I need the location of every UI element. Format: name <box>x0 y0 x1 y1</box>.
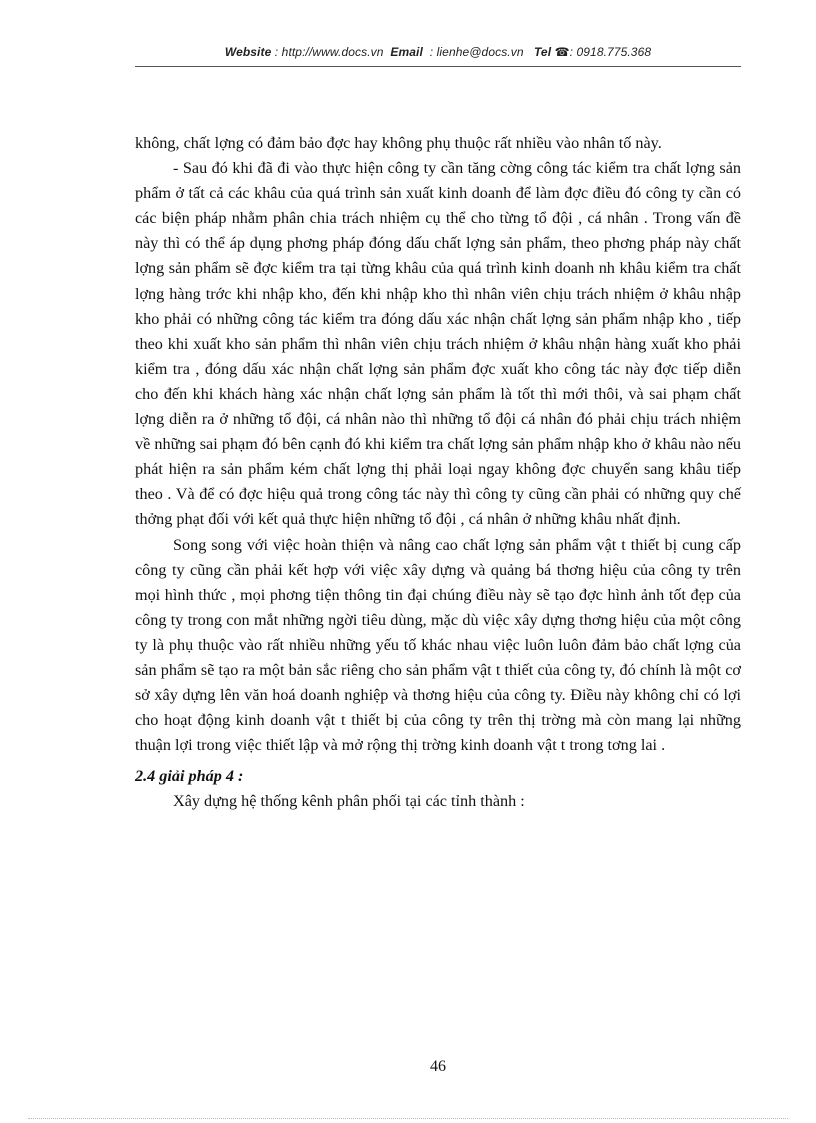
section-heading: 2.4 giải pháp 4 : <box>135 767 244 786</box>
paragraph-continuation: không, chất lợng có đảm bảo đợc hay không phụ thuộc rất nhiều vào nhân tố này. <box>135 134 662 152</box>
header-rule <box>135 66 741 67</box>
website-value: : http://www.docs.vn <box>274 45 384 59</box>
phone-icon: ☎ <box>554 45 570 59</box>
tel-label: Tel <box>533 45 552 59</box>
website-label: Website <box>224 45 272 59</box>
paragraph-quality-control: - Sau đó khi đã đi vào thực hiện công ty cần tăng cờng công tác kiểm tra chất lợng sản phẩm ở tất cả các khâu của quá trình sản xuất kinh doanh để làm đợc điều đó công ty cần có các biện pháp nhằm phân chia trách nhiệm cụ thể cho từng tổ đội , cá nhân . Trong vấn đề này thì có thể áp dụng phơng pháp đóng dấu chất lợng sản phẩm, theo phơng pháp này chất lợng sản phẩm sẽ đợc kiểm tra tại từng khâu của quá trình kinh doanh nh khâu kiểm tra chất lợng hàng trớc khi nhập kho, đến khi nhập kho thì nhân viên chịu trách nhiệm ở khâu nhập kho phải có những công tác kiểm tra đóng dấu xác nhận chất lợng sản phẩm nhập kho , tiếp theo khi xuất kho sản phẩm thì nhân viên chịu trách nhiệm ở khâu nhận hàng xuất kho phải kiểm tra , đóng dấu xác nhận chất lợng sản phẩm đợc xuất kho công tác này đợc tiếp diễn cho đến khi khách hàng xác nhận chất lợng sản phẩm là tốt thì mới thôi, và sai phạm chất lợng diễn ra ở những tổ đội, cá nhân nào thì những tổ đội cá nhân đó phải chịu trách nhiệm về những sai phạm đó bên cạnh đó khi kiểm tra chất lợng sản phẩm nhập kho ở khâu nào nếu phát hiện ra sản phẩm kém chất lợng thị phải loại ngay không đợc chuyển sang khâu tiếp theo . Và để có đợc hiệu quả trong công tác này thì công ty cũng cần phải có những quy chế thởng phạt đối với kết quả thực hiện những tổ đội , cá nhân ở những khâu nhất định. <box>135 159 741 529</box>
footer-divider <box>28 1118 788 1119</box>
email-label: Email <box>390 45 423 59</box>
paragraph-branding: Song song với việc hoàn thiện và nâng cao chất lợng sản phẩm vật t thiết bị cung cấp công ty cũng cần phải kết hợp với việc xây dựng và quảng bá thơng hiệu của công ty trên mọi hình thức , mọi phơng tiện thông tin đại chúng điều này sẽ tạo đợc hình ảnh tốt đẹp của công ty trong con mắt những ngời tiêu dùng, mặc dù việc xây dựng thơng hiệu của một công ty là phụ thuộc vào rất nhiều những yếu tố khác nhau việc luôn luôn đảm bảo chất lợng của sản phẩm sẽ tạo ra một bản sắc riêng cho sản phẩm vật t thiết của công ty, đó chính là một cơ sở xây dựng lên văn hoá doanh nghiệp và thơng hiệu của công ty. Điều này không chỉ có lợi cho hoạt động kinh doanh vật t thiết bị của công ty trên thị trờng mà còn mang lại những thuận lợi trong việc thiết lập và mở rộng thị trờng kinh doanh vật t trong tơng lai . <box>135 535 741 755</box>
section-intro: Xây dựng hệ thống kênh phân phối tại các tỉnh thành : <box>173 792 525 811</box>
page-header <box>135 45 741 59</box>
page-number: 46 <box>430 1058 446 1075</box>
tel-value: : 0918.775.368 <box>569 45 652 59</box>
document-body <box>135 131 741 815</box>
email-value: : lienhe@docs.vn <box>429 45 524 59</box>
